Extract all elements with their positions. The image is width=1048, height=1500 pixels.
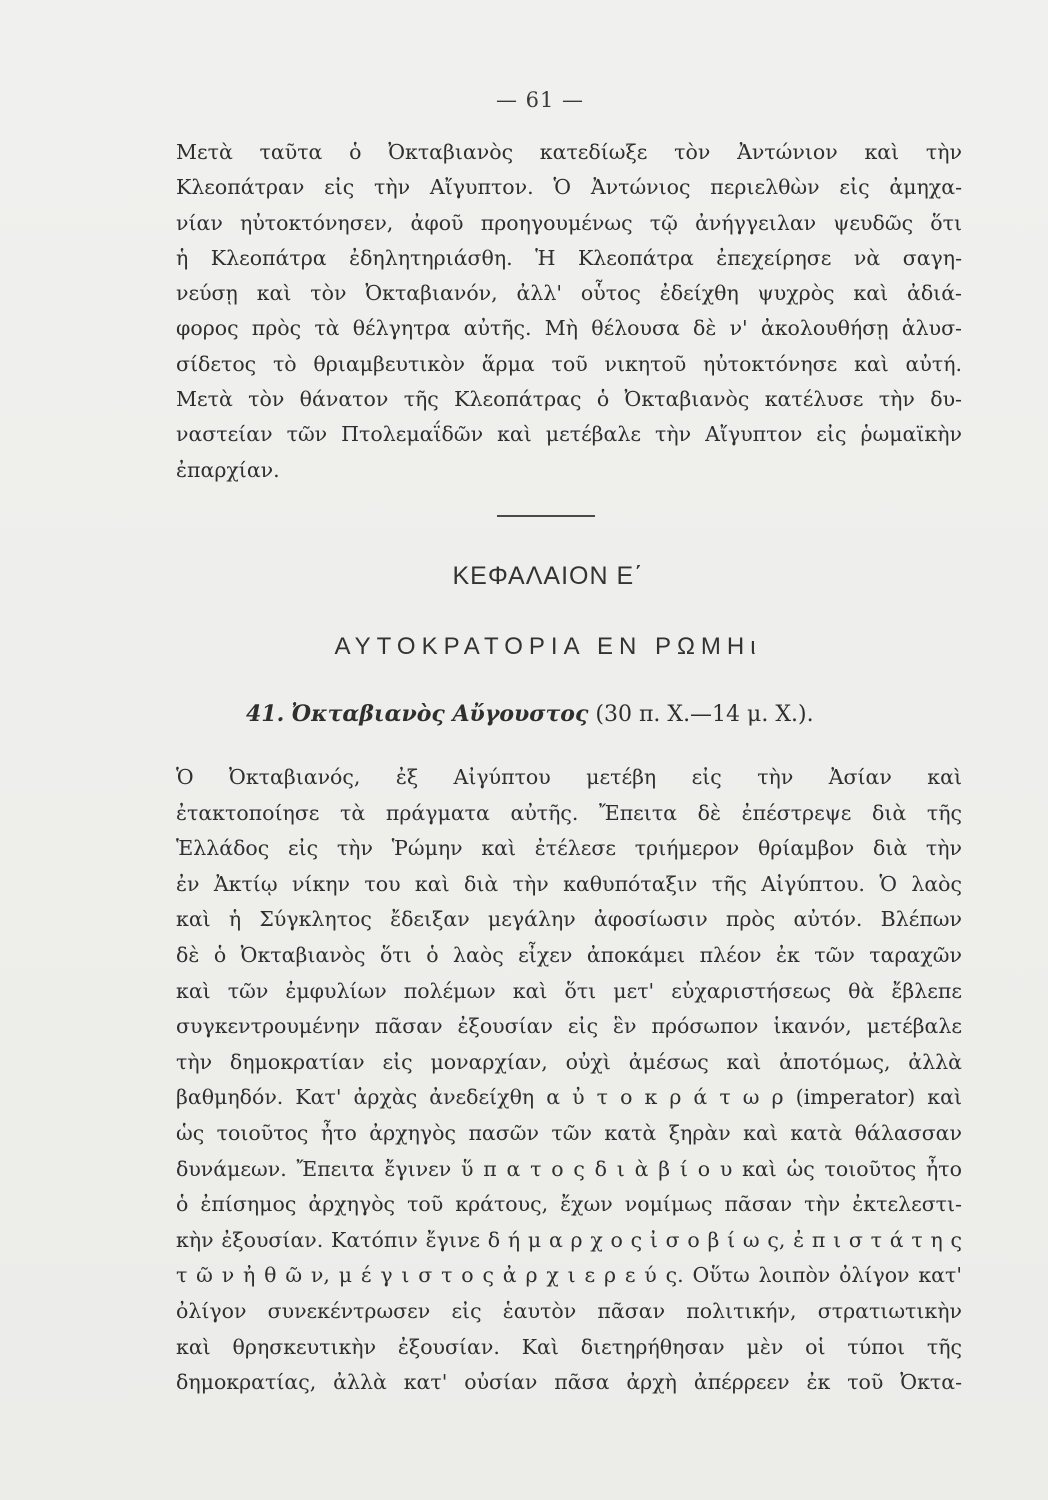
- text-line: φορος πρὸς τὰ θέλγητρα αὐτῆς. Μὴ θέλουσα δὲ ν' ἀκολουθήσῃ ἁλυσ-: [176, 316, 962, 341]
- text-line: σίδετος τὸ θριαμβευτικὸν ἅρμα τοῦ νικητοῦ ηὐτοκτόνησε καὶ αὐτή.: [176, 351, 962, 376]
- text-line: ὀλίγον συνεκέντρωσεν εἰς ἑαυτὸν πᾶσαν πολιτικήν, στρατιωτικὴν: [176, 1298, 962, 1323]
- text-line: τ ῶ ν ἠ θ ῶ ν, μ έ γ ι σ τ ο ς ἀ ρ χ ι ε ρ ε ύ ς. Οὕτω λοιπὸν ὀλίγον κατ': [176, 1263, 962, 1288]
- paragraph-octavian-cleopatra: [176, 135, 962, 488]
- paragraph-octavian-augustus: [176, 760, 962, 1401]
- text-line: ὡς τοιοῦτος ἦτο ἀρχηγὸς πασῶν τῶν κατὰ ξηρὰν καὶ κατὰ θάλασσαν: [176, 1120, 962, 1145]
- chapter-label: ΚΕΦΑΛΑΙΟΝ Ε΄: [452, 562, 644, 590]
- text-line: δημοκρατίας, ἀλλὰ κατ' οὐσίαν πᾶσα ἀρχὴ ἀπέρρεεν ἐκ τοῦ Ὀκτα-: [176, 1370, 962, 1395]
- text-line: ἐν Ἀκτίῳ νίκην του καὶ διὰ τὴν καθυπόταξιν τῆς Αἰγύπτου. Ὁ λαὸς: [176, 871, 962, 896]
- text-line: Ἑλλάδος εἰς τὴν Ῥώμην καὶ ἐτέλεσε τριήμερον θρίαμβον διὰ τὴν: [176, 836, 962, 861]
- text-line: Μετὰ τὸν θάνατον τῆς Κλεοπάτρας ὁ Ὀκταβιανὸς κατέλυσε τὴν δυ-: [176, 387, 962, 412]
- text-line: ναστείαν τῶν Πτολεμαΐδῶν καὶ μετέβαλε τὴν Αἴγυπτον εἰς ῥωμαϊκὴν: [176, 422, 962, 447]
- text-line: δυνάμεων. Ἔπειτα ἔγινεν ὕ π α τ ο ς δ ι ὰ β ί ο υ καὶ ὡς τοιοῦτος ἦτο: [176, 1156, 962, 1181]
- page-number: — 61 —: [495, 88, 585, 112]
- text-line: ἐπαρχίαν.: [176, 457, 280, 482]
- text-line: νεύσῃ καὶ τὸν Ὀκταβιανόν, ἀλλ' οὗτος ἐδείχθη ψυχρὸς καὶ ἀδιά-: [176, 281, 962, 306]
- text-line: Μετὰ ταῦτα ὁ Ὀκταβιανὸς κατεδίωξε τὸν Ἀντώνιον καὶ τὴν: [176, 140, 962, 164]
- text-line: βαθμηδόν. Κατ' ἀρχὰς ἀνεδείχθη α ὐ τ ο κ ρ ά τ ω ρ (imperator) καὶ: [176, 1085, 962, 1110]
- text-line: καὶ τῶν ἐμφυλίων πολέμων καὶ ὅτι μετ' εὐχαριστήσεως θὰ ἔβλεπε: [176, 978, 962, 1003]
- text-line: νίαν ηὐτοκτόνησεν, ἀφοῦ προηγουμένως τῷ ἀνήγγειλαν ψευδῶς ὅτι: [176, 210, 962, 235]
- section-heading: [246, 701, 814, 727]
- section-dates: (30 π. Χ.—14 μ. Χ.).: [595, 702, 814, 727]
- text-line: καὶ ἡ Σύγκλητος ἔδειξαν μεγάλην ἀφοσίωσιν πρὸς αὐτόν. Βλέπων: [176, 907, 962, 932]
- text-line: κὴν ἐξουσίαν. Κατόπιν ἔγινε δ ή μ α ρ χ ο ς ἰ σ ο β ί ω ς, ἐ π ι σ τ ά τ η ς: [176, 1227, 962, 1252]
- text-line: ὁ ἐπίσημος ἀρχηγὸς τοῦ κράτους, ἔχων νομίμως πᾶσαν τὴν ἐκτελεστι-: [176, 1192, 962, 1217]
- text-line: ἡ Κλεοπάτρα ἐδηλητηριάσθη. Ἡ Κλεοπάτρα ἐπεχείρησε νὰ σαγη-: [176, 245, 962, 270]
- section-divider: [497, 515, 595, 517]
- text-line: συγκεντρουμένην πᾶσαν ἐξουσίαν εἰς ἓν πρόσωπον ἱκανόν, μετέβαλε: [176, 1014, 962, 1039]
- text-line: τὴν δημοκρατίαν εἰς μοναρχίαν, οὐχὶ ἀμέσως καὶ ἀποτόμως, ἀλλὰ: [176, 1049, 962, 1074]
- text-line: καὶ θρησκευτικὴν ἐξουσίαν. Καὶ διετηρήθησαν μὲν οἱ τύποι τῆς: [176, 1334, 962, 1359]
- text-line: Κλεοπάτραν εἰς τὴν Αἴγυπτον. Ὁ Ἀντώνιος περιελθὼν εἰς ἀμηχα-: [176, 175, 962, 200]
- text-line: Ὁ Ὀκταβιανός, ἐξ Αἰγύπτου μετέβη εἰς τὴν Ἀσίαν καὶ: [176, 765, 962, 789]
- chapter-title: ΑΥΤΟΚΡΑΤΟΡΙΑ ΕΝ ΡΩΜΗι: [334, 633, 762, 660]
- text-line: ἐτακτοποίησε τὰ πράγματα αὐτῆς. Ἔπειτα δὲ ἐπέστρεψε διὰ τῆς: [176, 800, 962, 825]
- text-line: δὲ ὁ Ὀκταβιανὸς ὅτι ὁ λαὸς εἶχεν ἀποκάμει πλέον ἐκ τῶν ταραχῶν: [176, 942, 962, 967]
- section-title: Ὀκταβιανὸς Αὔγουστος: [291, 701, 589, 727]
- section-number: 41.: [246, 701, 285, 727]
